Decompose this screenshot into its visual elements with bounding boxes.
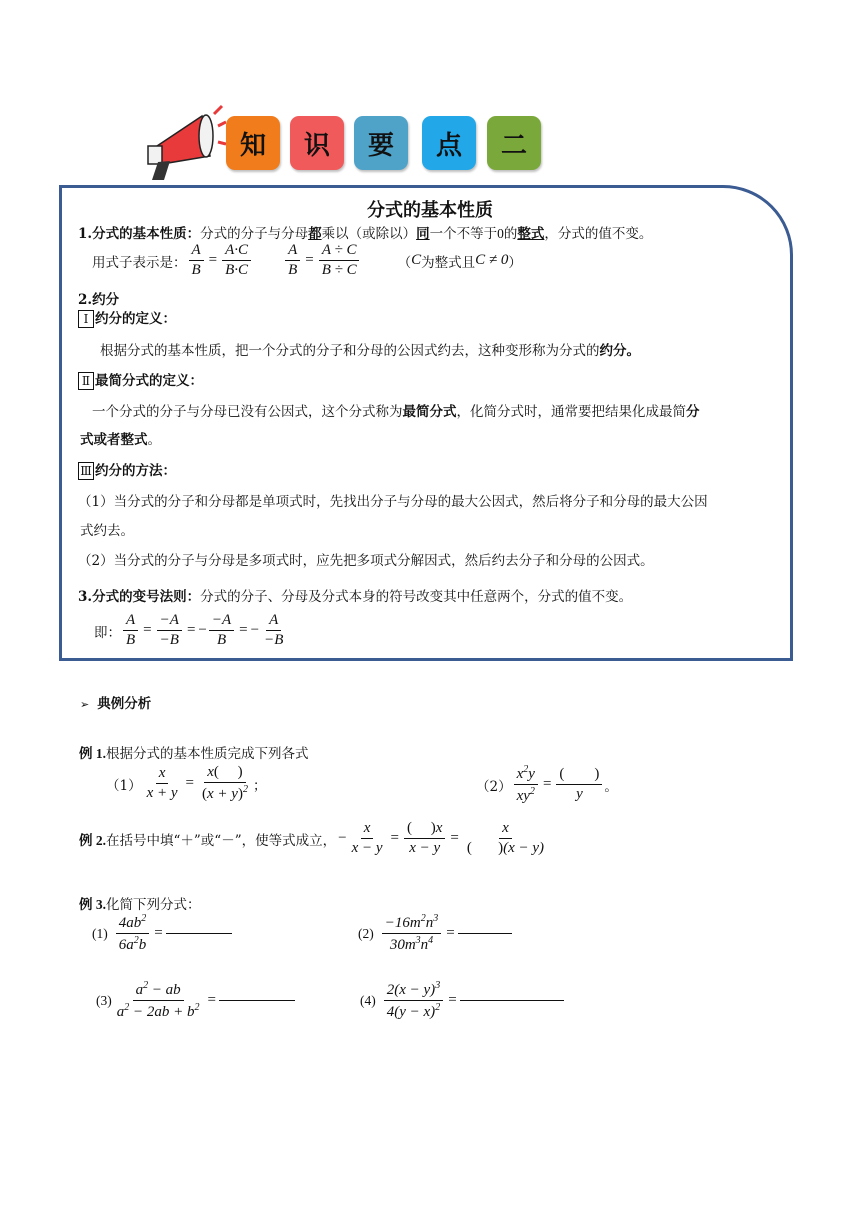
- arrow-bullet-icon: ➢: [80, 698, 90, 711]
- method-1: （1）当分式的分子和分母都是单项式时，先找出分子与分母的最大公因式，然后将分子和分母的最大公因: [78, 494, 708, 510]
- answer-blank[interactable]: [460, 1000, 564, 1001]
- box-title: 分式的基本性质: [367, 200, 493, 221]
- example-1-part-1: （1） $\frac{x}{x + y}$ = $\frac{x( )}{(x + y)^2}$ ；: [106, 764, 267, 803]
- banner-tile: 要: [354, 116, 408, 170]
- method-2: （2）当分式的分子与分母是多项式时，应先把多项式分解因式，然后约去分子和分母的公因式。: [78, 553, 654, 569]
- answer-blank[interactable]: [458, 933, 512, 934]
- formula-line: 用式子表示是： $\frac{A}{B}$ = $\frac{A\cdot C}{B\cdot C}$ $\frac{A}{B}$ = $\frac{A \div C}{B \div C}$ （ C 为整式且 C ≠ 0 ）: [92, 242, 522, 279]
- banner-tile: 点: [422, 116, 476, 170]
- example-3-part-1: (1) $\frac{4ab^2}{6a^2b}$ =: [92, 913, 232, 955]
- definition-text: 根据分式的基本性质，把一个分式的分子和分母的公因式约去，这种变形称为分式的约分。: [100, 343, 640, 359]
- examples-heading: ➢ 典例分析: [80, 696, 152, 712]
- example-3-part-4: (4) $\frac{2(x - y)^3}{4(y - x)^2}$ =: [360, 980, 564, 1022]
- method-1-cont: 式约去。: [80, 523, 134, 539]
- answer-blank[interactable]: [166, 933, 232, 934]
- section-2: 2.约分: [78, 292, 120, 308]
- example-3-part-2: (2) $\frac{-16m^2n^3}{30m^3n^4}$ =: [358, 913, 512, 955]
- megaphone-icon: [144, 104, 226, 186]
- example-2: 例 2. 在括号中填“＋”或“－”，使等式成立， − $\frac{x}{x - y}$ = $\frac{( )x}{x - y}$ = $\frac{x}{( )(x - y)}$: [79, 820, 545, 857]
- method-heading: Ⅲ 约分的方法：: [78, 459, 176, 480]
- banner-tile: 二: [487, 116, 541, 170]
- simplest-text-cont: 式或者整式。: [80, 432, 161, 448]
- example-1: 例 1.根据分式的基本性质完成下列各式: [79, 746, 309, 762]
- simplest-heading: Ⅱ 最简分式的定义：: [78, 369, 203, 390]
- example-1-part-2: （2） $\frac{x^2y}{xy^2}$ = $\frac{( )}{y}$ 。: [476, 764, 618, 805]
- fraction: $\frac{A \div C}{B \div C}$: [319, 242, 360, 280]
- example-3: 例 3.化简下列分式：: [79, 897, 201, 913]
- banner-tile: 知: [226, 116, 280, 170]
- fraction: $\frac{A}{B}$: [285, 242, 300, 280]
- definition-heading: Ⅰ 约分的定义：: [78, 307, 176, 328]
- banner-tile: 识: [290, 116, 344, 170]
- section-3: 3.分式的变号法则：分式的分子、分母及分式本身的符号改变其中任意两个，分式的值不变。: [78, 589, 633, 605]
- example-3-part-3: (3) $\frac{a^2 - ab}{a^2 - 2ab + b^2}$ =: [96, 980, 295, 1022]
- answer-blank[interactable]: [219, 1000, 295, 1001]
- fraction: $\frac{A}{B}$: [189, 242, 204, 280]
- sign-rule: 即： $\frac{A}{B}$ = $\frac{-A}{-B}$ = − $\frac{-A}{B}$ = − $\frac{A}{-B}$: [94, 612, 284, 649]
- simplest-text: 一个分式的分子与分母已没有公因式，这个分式称为最简分式，化简分式时，通常要把结果化成最简分: [92, 404, 700, 420]
- section-1: 1.分式的基本性质：分式的分子与分母都乘以（或除以）同一个不等于0的整式，分式的值不变。: [78, 226, 653, 242]
- fraction: $\frac{A\cdot C}{B\cdot C}$: [222, 242, 251, 280]
